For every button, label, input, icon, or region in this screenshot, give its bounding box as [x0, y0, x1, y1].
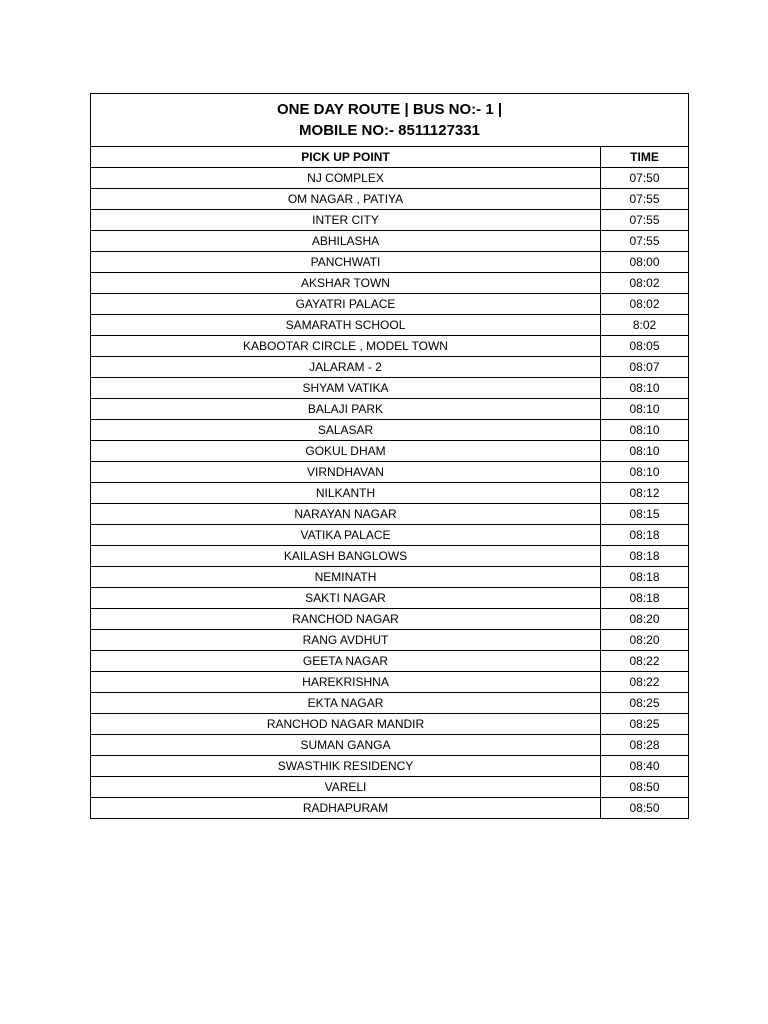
time-cell: 07:55: [601, 210, 689, 231]
pickup-point-cell: RANG AVDHUT: [91, 630, 601, 651]
pickup-point-cell: NILKANTH: [91, 483, 601, 504]
column-header-pickup-point: PICK UP POINT: [91, 147, 601, 168]
time-cell: 08:00: [601, 252, 689, 273]
time-cell: 08:22: [601, 651, 689, 672]
pickup-point-cell: RADHAPURAM: [91, 798, 601, 819]
time-cell: 08:02: [601, 273, 689, 294]
time-cell: 08:10: [601, 441, 689, 462]
table-row: [91, 357, 689, 378]
time-cell: 07:55: [601, 231, 689, 252]
time-cell: 08:02: [601, 294, 689, 315]
pickup-point-cell: NJ COMPLEX: [91, 168, 601, 189]
table-row: [91, 378, 689, 399]
pickup-point-cell: SALASAR: [91, 420, 601, 441]
table-row: [91, 630, 689, 651]
time-cell: 08:18: [601, 525, 689, 546]
pickup-point-cell: NEMINATH: [91, 567, 601, 588]
time-cell: 08:15: [601, 504, 689, 525]
table-row: [91, 714, 689, 735]
pickup-point-cell: AKSHAR TOWN: [91, 273, 601, 294]
table-row: [91, 252, 689, 273]
pickup-point-cell: OM NAGAR , PATIYA: [91, 189, 601, 210]
table-row: [91, 546, 689, 567]
time-cell: 08:20: [601, 630, 689, 651]
table-row: [91, 336, 689, 357]
table-row: [91, 189, 689, 210]
route-rows: [91, 168, 689, 819]
table-row: [91, 735, 689, 756]
table-title: [91, 94, 689, 147]
pickup-point-cell: VATIKA PALACE: [91, 525, 601, 546]
time-cell: 08:28: [601, 735, 689, 756]
pickup-point-cell: RANCHOD NAGAR MANDIR: [91, 714, 601, 735]
time-cell: 08:18: [601, 567, 689, 588]
time-cell: 08:40: [601, 756, 689, 777]
table-row: [91, 693, 689, 714]
pickup-point-cell: JALARAM - 2: [91, 357, 601, 378]
pickup-point-cell: GOKUL DHAM: [91, 441, 601, 462]
pickup-point-cell: VARELI: [91, 777, 601, 798]
route-sheet: [90, 93, 688, 819]
table-row: [91, 504, 689, 525]
pickup-point-cell: GAYATRI PALACE: [91, 294, 601, 315]
pickup-point-cell: HAREKRISHNA: [91, 672, 601, 693]
time-cell: 08:25: [601, 714, 689, 735]
pickup-point-cell: SUMAN GANGA: [91, 735, 601, 756]
time-cell: 08:50: [601, 777, 689, 798]
time-cell: 08:50: [601, 798, 689, 819]
pickup-point-cell: NARAYAN NAGAR: [91, 504, 601, 525]
table-row: [91, 315, 689, 336]
title-row: [91, 94, 689, 147]
time-cell: 08:12: [601, 483, 689, 504]
time-cell: 08:20: [601, 609, 689, 630]
table-row: [91, 399, 689, 420]
table-row: [91, 294, 689, 315]
table-row: [91, 168, 689, 189]
time-cell: 07:55: [601, 189, 689, 210]
time-cell: 08:10: [601, 420, 689, 441]
header-row: [91, 147, 689, 168]
time-cell: 08:25: [601, 693, 689, 714]
table-row: [91, 483, 689, 504]
route-table: [90, 93, 689, 819]
pickup-point-cell: GEETA NAGAR: [91, 651, 601, 672]
table-row: [91, 210, 689, 231]
table-row: [91, 420, 689, 441]
title-line-route: ONE DAY ROUTE | BUS NO:- 1 |: [276, 101, 503, 118]
pickup-point-cell: KABOOTAR CIRCLE , MODEL TOWN: [91, 336, 601, 357]
pickup-point-cell: RANCHOD NAGAR: [91, 609, 601, 630]
time-cell: 08:10: [601, 378, 689, 399]
time-cell: 08:22: [601, 672, 689, 693]
table-row: [91, 672, 689, 693]
time-cell: 08:07: [601, 357, 689, 378]
pickup-point-cell: SAMARATH SCHOOL: [91, 315, 601, 336]
pickup-point-cell: ABHILASHA: [91, 231, 601, 252]
column-header-time: TIME: [601, 147, 689, 168]
table-row: [91, 588, 689, 609]
table-row: [91, 462, 689, 483]
pickup-point-cell: SAKTI NAGAR: [91, 588, 601, 609]
table-row: [91, 651, 689, 672]
time-cell: 07:50: [601, 168, 689, 189]
time-cell: 08:05: [601, 336, 689, 357]
time-cell: 08:10: [601, 462, 689, 483]
pickup-point-cell: SWASTHIK RESIDENCY: [91, 756, 601, 777]
pickup-point-cell: VIRNDHAVAN: [91, 462, 601, 483]
table-row: [91, 441, 689, 462]
pickup-point-cell: PANCHWATI: [91, 252, 601, 273]
table-row: [91, 777, 689, 798]
table-row: [91, 798, 689, 819]
pickup-point-cell: KAILASH BANGLOWS: [91, 546, 601, 567]
pickup-point-cell: SHYAM VATIKA: [91, 378, 601, 399]
pickup-point-cell: INTER CITY: [91, 210, 601, 231]
pickup-point-cell: EKTA NAGAR: [91, 693, 601, 714]
table-row: [91, 273, 689, 294]
table-row: [91, 231, 689, 252]
time-cell: 8:02: [601, 315, 689, 336]
title-line-mobile: MOBILE NO:- 8511127331: [299, 122, 480, 139]
time-cell: 08:10: [601, 399, 689, 420]
table-row: [91, 567, 689, 588]
table-row: [91, 609, 689, 630]
time-cell: 08:18: [601, 588, 689, 609]
time-cell: 08:18: [601, 546, 689, 567]
pickup-point-cell: BALAJI PARK: [91, 399, 601, 420]
table-row: [91, 525, 689, 546]
table-row: [91, 756, 689, 777]
